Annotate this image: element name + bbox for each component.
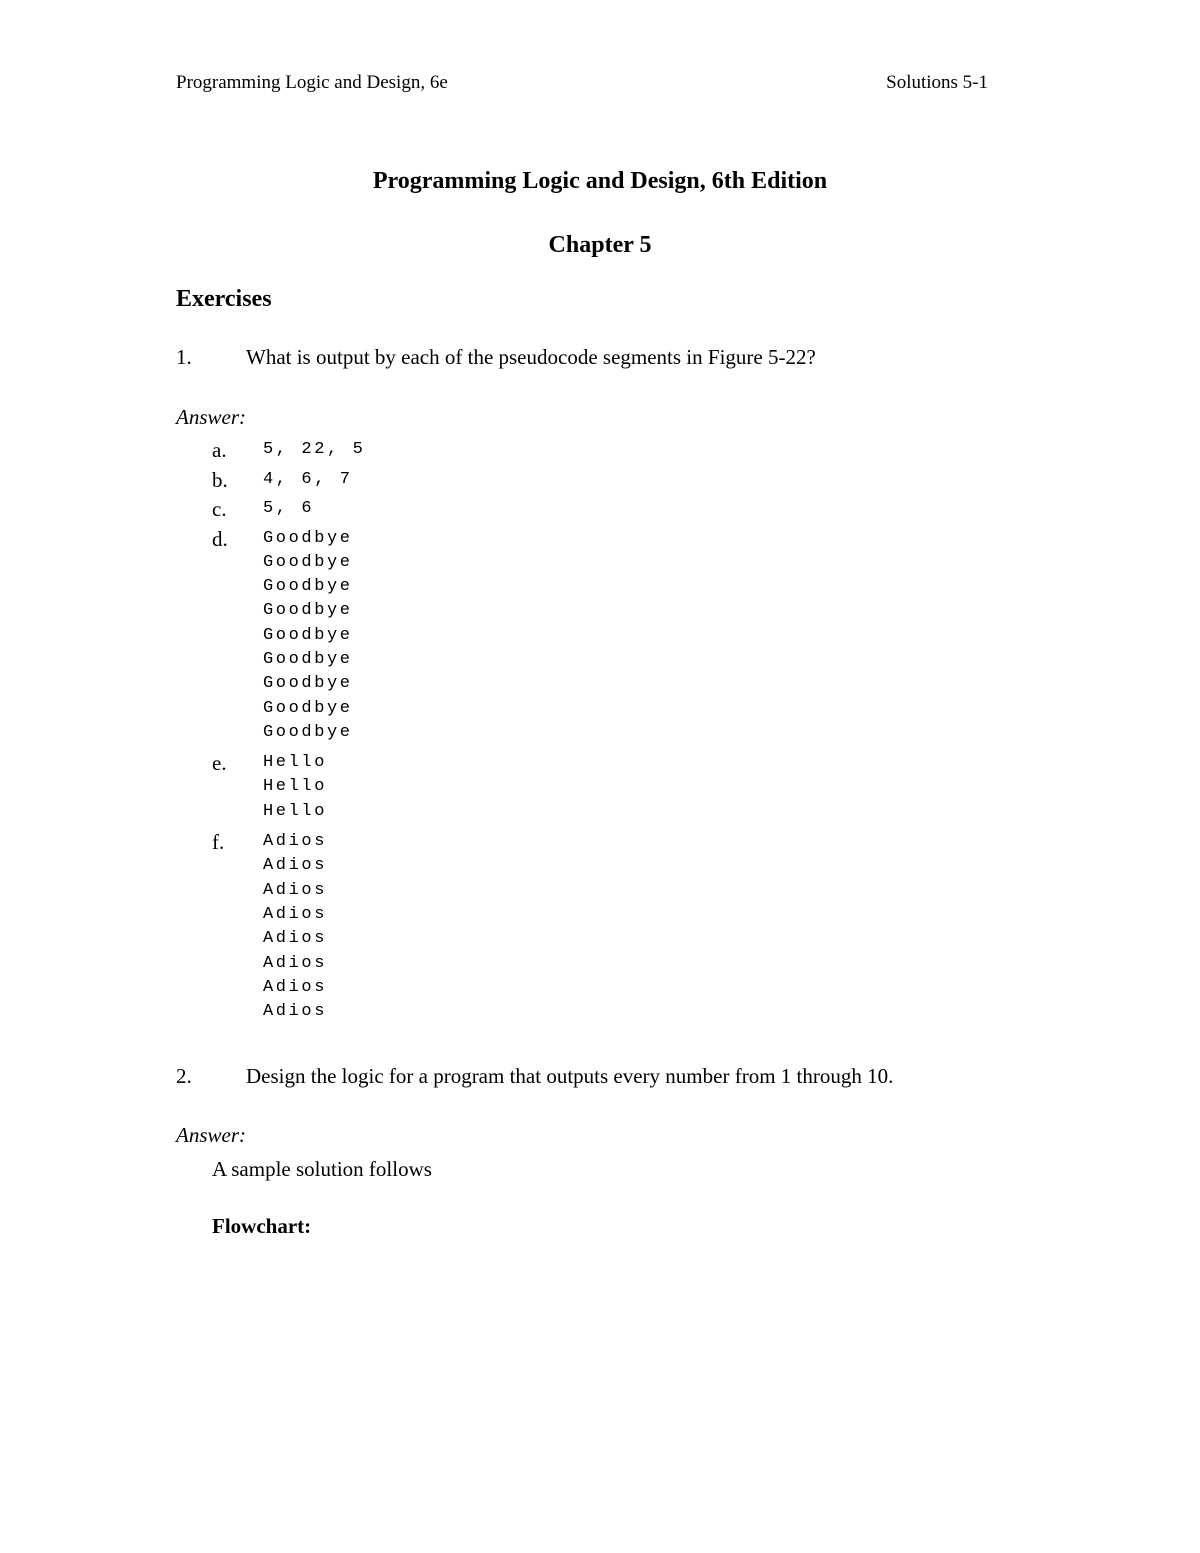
document-title: Programming Logic and Design, 6th Edition bbox=[372, 168, 828, 194]
output-line: 4, 6, 7 bbox=[263, 469, 353, 489]
answer-list bbox=[212, 438, 612, 1030]
answer-output bbox=[263, 438, 365, 462]
output-line: Adios bbox=[263, 953, 328, 973]
answer-item bbox=[212, 751, 612, 824]
output-line: Goodbye bbox=[263, 625, 353, 645]
output-line: 5, 6 bbox=[263, 499, 315, 518]
answer-item bbox=[212, 468, 612, 498]
answer-label: Answer: bbox=[176, 405, 246, 429]
running-header-page: Solutions 5-1 bbox=[886, 72, 988, 93]
chapter-title: Chapter 5 bbox=[548, 232, 652, 258]
answer-letter: d. bbox=[212, 526, 228, 551]
output-line: Adios bbox=[263, 929, 328, 949]
output-line: Goodbye bbox=[263, 552, 353, 572]
output-line: Hello bbox=[263, 777, 328, 797]
flowchart-label: Flowchart: bbox=[212, 1214, 312, 1238]
answer-label: Answer: bbox=[176, 1123, 246, 1147]
output-line: Goodbye bbox=[263, 698, 353, 718]
output-line: Hello bbox=[263, 753, 328, 773]
question-number: 2. bbox=[176, 1064, 192, 1088]
answer-item bbox=[212, 497, 612, 527]
output-line: Adios bbox=[263, 977, 328, 997]
output-line: Adios bbox=[263, 856, 328, 876]
answer-output bbox=[263, 751, 327, 824]
question-text: What is output by each of the pseudocode segments in Figure 5-22? bbox=[246, 345, 816, 369]
output-line: Goodbye bbox=[263, 528, 353, 548]
output-line: Goodbye bbox=[263, 577, 353, 597]
answer-letter: e. bbox=[212, 751, 227, 776]
section-heading: Exercises bbox=[176, 286, 272, 312]
question-text: Design the logic for a program that outputs every number from 1 through 10. bbox=[246, 1064, 894, 1088]
answer-item bbox=[212, 438, 612, 468]
answer-output bbox=[263, 527, 353, 746]
output-line: Goodbye bbox=[263, 649, 353, 669]
answer-item bbox=[212, 527, 612, 746]
answer-item bbox=[212, 830, 612, 1024]
answer-letter: c. bbox=[212, 497, 227, 521]
output-line: Adios bbox=[263, 904, 328, 924]
output-line: Adios bbox=[263, 880, 328, 900]
answer-letter: f. bbox=[212, 830, 225, 855]
answer-output bbox=[263, 830, 327, 1024]
answer-output bbox=[263, 497, 314, 521]
output-line: Hello bbox=[263, 801, 328, 821]
running-header-title: Programming Logic and Design, 6e bbox=[176, 72, 448, 93]
answer-letter: a. bbox=[212, 438, 227, 462]
answer-output bbox=[263, 468, 353, 492]
question-number: 1. bbox=[176, 345, 192, 369]
output-line: Goodbye bbox=[263, 722, 353, 742]
output-line: Adios bbox=[263, 1002, 328, 1022]
output-line: Goodbye bbox=[263, 601, 353, 621]
answer-letter: b. bbox=[212, 467, 228, 492]
sample-solution-text: A sample solution follows bbox=[212, 1157, 432, 1181]
output-line: Goodbye bbox=[263, 674, 353, 694]
output-line: Adios bbox=[263, 832, 328, 852]
output-line: 5, 22, 5 bbox=[263, 440, 366, 459]
